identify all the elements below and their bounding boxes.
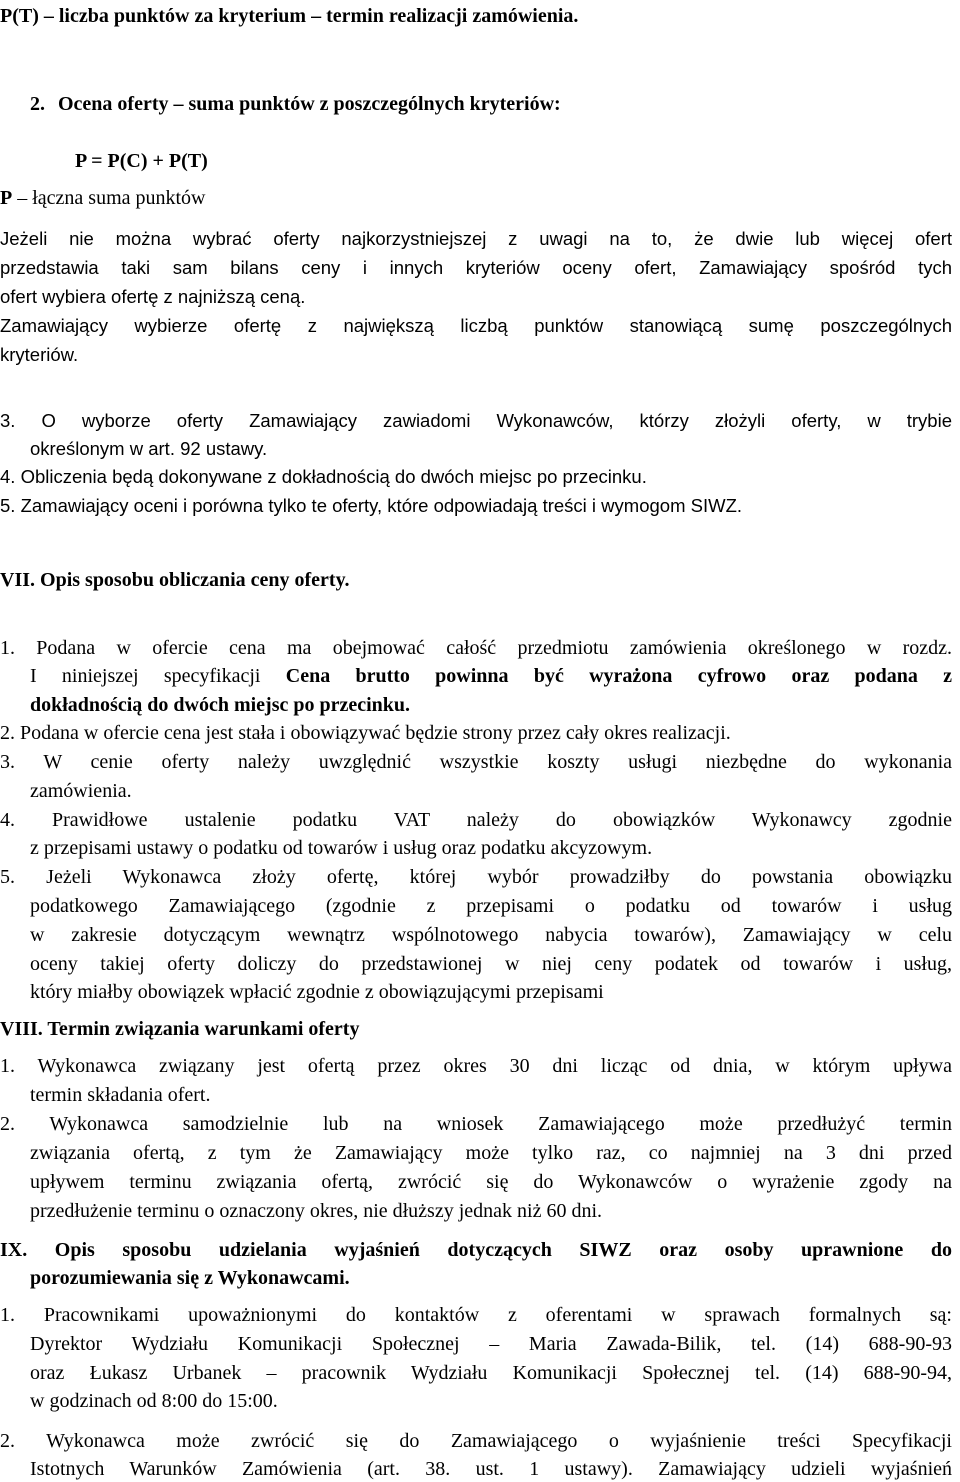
formula-total-points: P = P(C) + P(T) [75,150,208,172]
heading-section-viii: VIII. Termin związania warunkami oferty [0,1018,360,1040]
viii-item-2-line-3: upływem terminu związania ofertą, zwrócić się do Wykonawców o wyrażenie zgody na [30,1171,952,1193]
item-3-line-2: określonym w art. 92 ustawy. [30,438,268,459]
vii-item-1-plain: I niniejszej specyfikacji [30,665,286,687]
vii-item-1-line-3: dokładnością do dwóch miejsc po przecinku. [30,694,411,716]
vii-item-5-line-1: 5. Jeżeli Wykonawca złoży ofertę, której wybór prowadziłby do powstania obowiązku [0,866,952,888]
item-5: 5. Zamawiający oceni i porówna tylko te oferty, które odpowiadają treści i wymogom SIWZ. [0,495,743,516]
heading-text: Ocena oferty – suma punktów z poszczególnych kryteriów: [58,93,561,115]
vii-item-3-line-2: zamówienia. [30,780,132,802]
vii-item-5-line-4: oceny takiej oferty doliczy do przedstawionej w niej ceny podatek od towarów i usług, [30,953,952,975]
definition-symbol: P [0,187,13,209]
viii-item-2-line-1: 2. Wykonawca samodzielnie lub na wniosek Zamawiającego może przedłużyć termin [0,1113,952,1135]
definition-p-total [0,186,206,210]
line-ptime-definition: P(T) – liczba punktów za kryterium – termin realizacji zamówienia. [0,5,579,27]
ix-item-1-line-3: oraz Łukasz Urbanek – pracownik Wydziału Komunikacji Społecznej tel. (14) 688-90-94, [30,1362,952,1384]
para-max-points-line-2: kryteriów. [0,344,79,365]
heading-section-ix-line-2: porozumiewania się z Wykonawcami. [30,1267,350,1289]
heading-number: 2. [30,93,45,115]
ix-item-1-line-2: Dyrektor Wydziału Komunikacji Społecznej – Maria Zawada-Bilik, tel. (14) 688-90-93 [30,1333,952,1355]
vii-item-2: 2. Podana w ofercie cena jest stała i obowiązywać będzie strony przez cały okres realizacji. [0,722,731,744]
heading-section-vii: VII. Opis sposobu obliczania ceny oferty. [0,569,350,591]
vii-item-4-line-2: z przepisami ustawy o podatku od towarów i usług oraz podatku akcyzowym. [30,837,653,859]
ix-item-2-line-1: 2. Wykonawca może zwrócić się do Zamawiającego o wyjaśnienie treści Specyfikacji [0,1430,952,1452]
vii-item-5-line-3: w zakresie dotyczącym wewnątrz wspólnotowego nabycia towarów), Zamawiający w celu [30,924,952,946]
vii-item-5-line-2: podatkowego Zamawiającego (zgodnie z przepisami o podatku od towarów i usług [30,895,952,917]
viii-item-1-line-1: 1. Wykonawca związany jest ofertą przez okres 30 dni licząc od dnia, w którym upływa [0,1055,952,1077]
vii-item-4-line-1: 4. Prawidłowe ustalenie podatku VAT należy do obowiązków Wykonawcy zgodnie [0,809,952,831]
ix-item-1-line-4: w godzinach od 8:00 do 15:00. [30,1390,278,1412]
item-3-line-1: 3. O wyborze oferty Zamawiający zawiadomi Wykonawców, którzy złożyli oferty, w trybie [0,410,952,431]
vii-item-1-bold: Cena brutto powinna być wyrażona cyfrowo oraz podana z [285,665,953,687]
para-tie-line-2: przedstawia taki sam bilans ceny i innych kryteriów oceny ofert, Zamawiający spośród tych [0,257,952,278]
para-max-points-line-1: Zamawiający wybierze ofertę z największą liczbą punktów stanowiącą sumę poszczególnych [0,315,952,336]
vii-item-1-line-1: 1. Podana w ofercie cena ma obejmować całość przedmiotu zamówienia określonego w rozdz. [0,637,952,659]
heading-ocena-oferty [30,92,561,116]
para-tie-line-1: Jeżeli nie można wybrać oferty najkorzystniejszej z uwagi na to, że dwie lub więcej ofert [0,228,952,249]
vii-item-5-line-5: który miałby obowiązek wpłacić zgodnie z obowiązującymi przepisami [30,981,604,1003]
heading-section-ix-line-1: IX. Opis sposobu udzielania wyjaśnień dotyczących SIWZ oraz osoby uprawnione do [0,1239,952,1261]
vii-item-1-line-2 [30,664,952,688]
vii-item-3-line-1: 3. W cenie oferty należy uwzględnić wszystkie koszty usługi niezbędne do wykonania [0,751,952,773]
item-4: 4. Obliczenia będą dokonywane z dokładnością do dwóch miejsc po przecinku. [0,466,647,487]
ix-item-2-line-2: Istotnych Warunków Zamówienia (art. 38. ust. 1 ustawy). Zamawiający udzieli wyjaśnień [30,1458,952,1480]
viii-item-1-line-2: termin składania ofert. [30,1084,211,1106]
viii-item-2-line-2: związania ofertą, z tym że Zamawiający może tylko raz, co najmniej na 3 dni przed [30,1142,952,1164]
ix-item-1-line-1: 1. Pracownikami upoważnionymi do kontaktów z oferentami w sprawach formalnych są: [0,1304,952,1326]
definition-text: – łączna suma punktów [12,187,206,209]
para-tie-line-3: ofert wybiera ofertę z najniższą ceną. [0,286,306,307]
viii-item-2-line-4: przedłużenie terminu o oznaczony okres, nie dłuższy jednak niż 60 dni. [30,1200,603,1222]
